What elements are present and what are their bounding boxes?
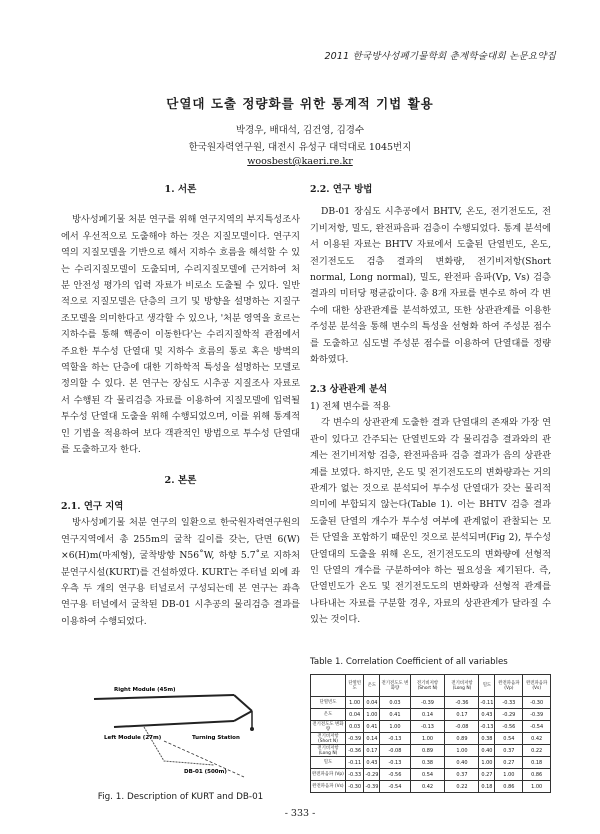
db01-label: DB-01 (500m) bbox=[184, 769, 227, 775]
author-list: 박경우, 배대석, 김건영, 김경수 bbox=[235, 125, 365, 136]
method-paragraph: DB-01 장심도 시추공에서 BHTV, 온도, 전기전도도, 전기비저항, 밀도, 완전파음파 검층이 수행되었다. 통계 분석에서 이용된 자료는 BHTV 자료에서 도출된 단열빈도, 온도, 전기전도도 검층 결과의 변화량, 전기비저항(Short normal, Long normal), 밀도, 완전파 음파(Vp, Vs) 검층 결과의 미터당 평균값이다. 총 8개 자료를 변수로 하여 각 변수에 대한 상관관계를 분석하였고, 또한 상관관계를 이용한 주성분 분석을 통해 변수의 특성을 선형화 하여 주성분 점수를 도출하고 심도별 주성분 점수를 이용하여 단열대를 정량화하였다. bbox=[310, 206, 551, 366]
affiliation: 한국원자력연구원, 대전시 유성구 대덕대로 1045번지 bbox=[188, 142, 412, 153]
correlation-subheading: 1) 전체 변수를 적용 bbox=[310, 400, 391, 412]
table-row bbox=[311, 769, 551, 781]
table-cell: -0.56 bbox=[495, 721, 523, 733]
table-cell: 0.37 bbox=[495, 745, 523, 757]
table-row bbox=[311, 757, 551, 769]
table-cell: 0.38 bbox=[479, 733, 495, 745]
correlation-paragraph: 각 변수의 상관관계 도출한 결과 단열대의 존재와 가장 연관이 있다고 간주되는 단열빈도와 각 물리검층 결과와의 관계는 전기비저항 검층, 완전파음파 검층 결과가 음의 상관관계를 보였다. 하지만, 온도 및 전기전도도의 변화량과는 거의 관계가 없는 것으로 분석되어 투수성 단열대가 갖는 물리적 의미에 부합되지 않는다(Table 1). 이는 BHTV 검층 결과 도출된 단열의 개수가 투수성 여부에 관계없이 관찰되는 모든 단열을 포함하기 때문인 것으로 분석되며(Fig 2), 투수성 단열대의 도출을 위해 온도, 전기전도도의 변화량에 선형적인 단열의 개수를 구분하여야 하는 필요성을 제기된다. 즉, 단열빈도가 온도 및 전기전도도의 변화량과 선형적 관계를 나타내는 자료를 구분할 경우, 자료의 상관관계가 달라질 수 있는 것이다. bbox=[310, 417, 551, 626]
table-cell: 0.22 bbox=[445, 781, 479, 793]
table-cell: 1.00 bbox=[380, 721, 410, 733]
table-cell: -0.30 bbox=[523, 697, 551, 709]
table-header-cell: 밀도 bbox=[479, 675, 495, 697]
table-cell: 0.14 bbox=[410, 709, 445, 721]
table-header-cell: 완전파음파 (Vp) bbox=[495, 675, 523, 697]
table-cell: 0.86 bbox=[495, 781, 523, 793]
table-cell: 1.00 bbox=[523, 781, 551, 793]
table-cell: -0.39 bbox=[345, 733, 364, 745]
table-cell: -0.54 bbox=[380, 781, 410, 793]
table-cell: 0.42 bbox=[523, 733, 551, 745]
table-cell: 0.18 bbox=[479, 781, 495, 793]
table-row-header: 온도 bbox=[311, 709, 346, 721]
right-column bbox=[310, 182, 551, 629]
table-row-header: 전기비저항 (Short N) bbox=[311, 733, 346, 745]
table-row-header: 완전파음파 (Vp) bbox=[311, 769, 346, 781]
table-cell: -0.08 bbox=[380, 745, 410, 757]
table-row bbox=[311, 721, 551, 733]
correlation-table bbox=[310, 674, 551, 793]
table-cell: 0.42 bbox=[410, 781, 445, 793]
table-header bbox=[311, 675, 551, 697]
table-cell: 0.04 bbox=[364, 697, 380, 709]
table-cell: -0.11 bbox=[479, 697, 495, 709]
table-cell: -0.13 bbox=[380, 757, 410, 769]
table-cell: 0.04 bbox=[345, 709, 364, 721]
table-cell: 0.41 bbox=[380, 709, 410, 721]
table-cell: 1.00 bbox=[495, 769, 523, 781]
table-row-header: 밀도 bbox=[311, 757, 346, 769]
table-cell: -0.33 bbox=[345, 769, 364, 781]
table-cell: 0.54 bbox=[495, 733, 523, 745]
table-row bbox=[311, 709, 551, 721]
table-cell: -0.54 bbox=[523, 721, 551, 733]
table-cell: -0.11 bbox=[345, 757, 364, 769]
table-cell: 1.00 bbox=[445, 745, 479, 757]
table-cell: 0.03 bbox=[345, 721, 364, 733]
figure-caption: Fig. 1. Description of KURT and DB-01 bbox=[97, 792, 264, 802]
table-cell: -0.13 bbox=[410, 721, 445, 733]
table-cell: 0.54 bbox=[410, 769, 445, 781]
table-cell: 0.14 bbox=[364, 733, 380, 745]
right-module-label: Right Module (45m) bbox=[114, 687, 176, 693]
table-cell: 1.00 bbox=[364, 709, 380, 721]
table-row bbox=[311, 781, 551, 793]
study-area-heading: 2.1. 연구 지역 bbox=[61, 500, 124, 512]
intro-heading: 1. 서론 bbox=[164, 184, 197, 195]
table-cell: 0.38 bbox=[410, 757, 445, 769]
table-cell: -0.33 bbox=[495, 697, 523, 709]
intro-paragraph: 방사성폐기물 처분 연구를 위해 연구지역의 부지특성조사에서 우선적으로 도출해야 하는 것은 지질모델이다. 연구지역의 지질모델을 기반으로 해서 지하수 흐름을 해석할 수 있는 수리지질모델이 도출되며, 수리지질모델에 근거하여 처분 안전성 평가의 입력 자료가 비로소 도출될 수 있다. 일반적으로 지질모델은 단층의 크기 및 방향을 설명하는 지질구조모델을 의미한다고 생각할 수 있으나, '처분 영역을 흐르는 지하수를 통해 핵종이 이동한다'는 수리지질학적 관점에서 주요한 투수성 단열대 및 지하수 흐름의 통로 혹은 방벽의 역할을 하는 단층에 대한 기하학적 특성을 설명하는 모델로 정의할 수 있다. 본 연구는 장심도 시추공 지질조사 자료로서 수행된 각 물리검층 자료를 이용하여 지질모델에 입력될 투수성 단열대 도출을 위해 수행되었으며, 이를 위해 통계적인 기법을 적용하여 보다 객관적인 방법으로 투수성 단열대를 도출하고자 한다. bbox=[61, 214, 300, 456]
table-cell: 0.37 bbox=[445, 769, 479, 781]
table-cell: 0.43 bbox=[364, 757, 380, 769]
table-cell: 0.18 bbox=[523, 757, 551, 769]
table-row-header: 완전파음파 (Vs) bbox=[311, 781, 346, 793]
table-cell: -0.08 bbox=[445, 721, 479, 733]
body-heading: 2. 본론 bbox=[164, 474, 197, 486]
left-column bbox=[61, 182, 300, 630]
table-row bbox=[311, 745, 551, 757]
study-area-paragraph: 방사성폐기물 처분 연구의 일환으로 한국원자력연구원의 연구지역에서 총 255m의 굴착 길이를 갖는, 단면 6(W) ×6(H)m(마제형), 굴착방향 N56˚W, 하향 5.7˚로 지하처분연구시설(KURT)를 건설하였다. KURT는 주터널 외에 좌우측 두 개의 연구용 터널로서 구성되는데 본 연구는 좌측 연구용 터널에서 굴착된 DB-01 시추공의 물리검층 결과를 이용하여 수행되었다. bbox=[61, 517, 300, 627]
table-row-header: 단열빈도 bbox=[311, 697, 346, 709]
table-cell: 0.22 bbox=[523, 745, 551, 757]
table-cell: -0.39 bbox=[364, 781, 380, 793]
table-cell: -0.36 bbox=[345, 745, 364, 757]
table-header-cell: 단열빈도 bbox=[345, 675, 364, 697]
table-cell: -0.56 bbox=[380, 769, 410, 781]
table-header-cell: 전기비저항 (Long N) bbox=[445, 675, 479, 697]
table-cell: -0.30 bbox=[345, 781, 364, 793]
table-cell: -0.13 bbox=[479, 721, 495, 733]
table-row-header: 전기전도도 변화량 bbox=[312, 721, 344, 732]
email-link[interactable]: woosbest@kaeri.re.kr bbox=[247, 156, 353, 167]
table-row-header: 전기비저항 (Long N) bbox=[311, 745, 346, 757]
running-header: 2011 한국방사성폐기물학회 춘계학술대회 논문요약집 bbox=[324, 51, 556, 62]
table-cell: 0.17 bbox=[445, 709, 479, 721]
table-cell: -0.13 bbox=[380, 733, 410, 745]
table-body bbox=[311, 697, 551, 793]
table-cell: -0.36 bbox=[445, 697, 479, 709]
table-header-cell: 완전파음파 (Vs) bbox=[523, 675, 551, 697]
table-cell: 0.43 bbox=[479, 709, 495, 721]
table-header-cell: 전기비저항 (Short N) bbox=[410, 675, 445, 697]
table-cell: 1.00 bbox=[479, 757, 495, 769]
method-heading: 2.2. 연구 방법 bbox=[310, 184, 373, 195]
table-cell: 0.27 bbox=[479, 769, 495, 781]
turning-station-label: Turning Station bbox=[192, 735, 240, 741]
paper-title: 단열대 도출 정량화를 위한 통계적 기법 활용 bbox=[166, 96, 434, 111]
table-cell: -0.29 bbox=[364, 769, 380, 781]
table-cell: 1.00 bbox=[345, 697, 364, 709]
table-cell: -0.29 bbox=[495, 709, 523, 721]
left-module-label: Left Module (27m) bbox=[104, 735, 162, 741]
table-cell: -0.39 bbox=[523, 709, 551, 721]
table-cell: -0.39 bbox=[410, 697, 445, 709]
table-cell: 0.86 bbox=[523, 769, 551, 781]
table-header-cell: 전기전도도 변화량 bbox=[380, 675, 410, 697]
table-cell: 0.27 bbox=[495, 757, 523, 769]
table-cell: 0.03 bbox=[380, 697, 410, 709]
table-caption: Table 1. Correlation Coefficient of all variables bbox=[310, 657, 508, 667]
table-cell: 0.40 bbox=[479, 745, 495, 757]
kurt-diagram bbox=[84, 681, 276, 781]
page-number: - 333 - bbox=[284, 808, 316, 819]
table-cell: 0.41 bbox=[364, 721, 380, 733]
table-cell: 1.00 bbox=[410, 733, 445, 745]
table-row bbox=[311, 733, 551, 745]
table-cell: 0.89 bbox=[445, 733, 479, 745]
author-email bbox=[0, 156, 600, 167]
table-row bbox=[311, 697, 551, 709]
table-header-cell bbox=[311, 675, 346, 697]
correlation-heading: 2.3 상관관계 분석 bbox=[310, 384, 388, 396]
table-cell: 0.17 bbox=[364, 745, 380, 757]
table-header-cell: 온도 bbox=[364, 675, 380, 697]
table-cell: 0.89 bbox=[410, 745, 445, 757]
table-cell: 0.40 bbox=[445, 757, 479, 769]
